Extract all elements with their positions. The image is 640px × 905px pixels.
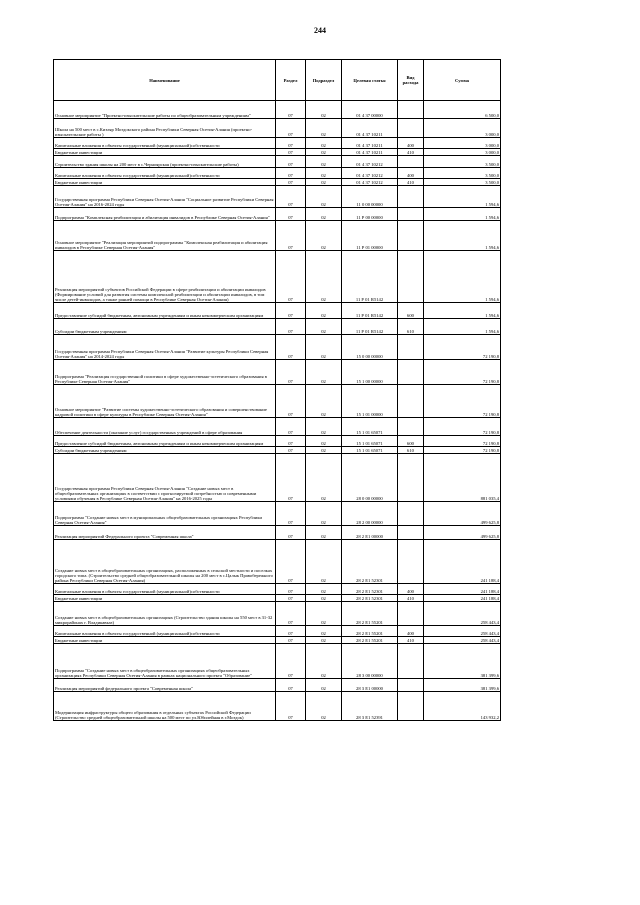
row-amount-cell: 1 594,6 bbox=[424, 186, 501, 208]
row-subsection-cell: 02 bbox=[306, 626, 342, 637]
row-section-cell: 07 bbox=[276, 584, 306, 595]
row-target-item-cell: 28 3 E1 52391 bbox=[342, 692, 398, 721]
row-name-cell: Подпрограмма "Создание новых мест в общеобразовательных организациях общеобразовательных организациях Республики Северная Осетия-Алания в рамках национального проекта "Образование" bbox=[54, 644, 276, 679]
row-section-cell: 07 bbox=[276, 360, 306, 385]
table-row bbox=[54, 208, 501, 221]
row-expense-type-cell: 400 bbox=[398, 584, 424, 595]
row-subsection-cell: 02 bbox=[306, 119, 342, 138]
row-subsection-cell: 02 bbox=[306, 156, 342, 168]
table-row bbox=[54, 454, 501, 502]
row-amount-cell: 381 399,6 bbox=[424, 644, 501, 679]
row-name-cell: Реализация мероприятий субъектов Российской Федерации в сфере реабилитации и абилитации инвалидов (Формирование условий для развития системы комплексной реабилитации и абилитации инвалидов, в том числе детей-инвалидов, а также ранней помощи в Республике Северная Осетия-Алания) bbox=[54, 251, 276, 303]
row-name-cell: Капитальные вложения в объекты государственной (муниципальной)собственности bbox=[54, 626, 276, 637]
row-section-cell: 07 bbox=[276, 319, 306, 335]
row-target-item-cell: 15 1 00 00000 bbox=[342, 360, 398, 385]
row-expense-type-cell: 400 bbox=[398, 626, 424, 637]
row-expense-type-cell: 410 bbox=[398, 179, 424, 186]
table-row bbox=[54, 335, 501, 360]
row-subsection-cell: 02 bbox=[306, 540, 342, 584]
row-expense-type-cell bbox=[398, 385, 424, 418]
header-section: Раздел bbox=[276, 60, 306, 101]
row-section-cell: 07 bbox=[276, 447, 306, 454]
row-subsection-cell: 02 bbox=[306, 179, 342, 186]
table-body bbox=[54, 101, 501, 721]
row-target-item-cell: 28 2 E1 52301 bbox=[342, 540, 398, 584]
row-name-cell: Подпрограмма "Реализация государственной политики в сфере художественно-эстетического образования в Республике Северная Осетия-Алания" bbox=[54, 360, 276, 385]
row-section-cell: 07 bbox=[276, 385, 306, 418]
row-target-item-cell: 15 1 01 00000 bbox=[342, 385, 398, 418]
row-expense-type-cell bbox=[398, 156, 424, 168]
row-amount-cell: 3 000,0 bbox=[424, 149, 501, 156]
row-expense-type-cell bbox=[398, 221, 424, 251]
row-section-cell: 07 bbox=[276, 101, 306, 119]
row-section-cell: 07 bbox=[276, 149, 306, 156]
row-section-cell: 07 bbox=[276, 168, 306, 179]
row-amount-cell: 241 188,4 bbox=[424, 540, 501, 584]
row-amount-cell: 258 443,4 bbox=[424, 637, 501, 644]
row-amount-cell: 499 625,8 bbox=[424, 502, 501, 526]
row-expense-type-cell bbox=[398, 540, 424, 584]
row-name-cell: Капитальные вложения в объекты государственной (муниципальной)собственности bbox=[54, 138, 276, 149]
row-section-cell: 07 bbox=[276, 418, 306, 436]
table-row bbox=[54, 679, 501, 692]
row-section-cell: 07 bbox=[276, 436, 306, 447]
row-expense-type-cell bbox=[398, 119, 424, 138]
row-name-cell: Бюджетные инвестиции bbox=[54, 637, 276, 644]
table-row bbox=[54, 360, 501, 385]
row-subsection-cell: 02 bbox=[306, 692, 342, 721]
row-section-cell: 07 bbox=[276, 692, 306, 721]
row-target-item-cell: 11 Р 01 R5142 bbox=[342, 251, 398, 303]
row-expense-type-cell: 410 bbox=[398, 637, 424, 644]
row-section-cell: 07 bbox=[276, 251, 306, 303]
row-amount-cell: 3 500,0 bbox=[424, 156, 501, 168]
row-name-cell: Государственная программа Республики Северная Осетия-Алания "Социальное развитие Республики Северная Осетия-Алания" на 2016-2024 годы bbox=[54, 186, 276, 208]
row-amount-cell: 241 188,4 bbox=[424, 584, 501, 595]
row-amount-cell: 3 000,0 bbox=[424, 119, 501, 138]
row-name-cell: Капитальные вложения в объекты государственной (муниципальной)собственности bbox=[54, 584, 276, 595]
row-name-cell: Государственная программа Республики Северная Осетия-Алания "Развитие культуры Республики Северная Осетия-Алания" на 2014-2024 годы bbox=[54, 335, 276, 360]
row-subsection-cell: 02 bbox=[306, 418, 342, 436]
row-amount-cell: 499 625,8 bbox=[424, 526, 501, 540]
table-row bbox=[54, 385, 501, 418]
row-subsection-cell: 02 bbox=[306, 385, 342, 418]
table-row bbox=[54, 221, 501, 251]
table-row bbox=[54, 436, 501, 447]
table-row bbox=[54, 303, 501, 319]
row-expense-type-cell bbox=[398, 418, 424, 436]
row-name-cell: Модернизация инфраструктуры общего образования в отдельных субъектах Российской Федерации (Строительство средней общеобразовательной школы на 500 мест по ул.Юбилейная в г.Моздок) bbox=[54, 692, 276, 721]
row-subsection-cell: 02 bbox=[306, 251, 342, 303]
row-section-cell: 07 bbox=[276, 186, 306, 208]
row-subsection-cell: 02 bbox=[306, 584, 342, 595]
row-amount-cell: 3 000,0 bbox=[424, 138, 501, 149]
table-row bbox=[54, 186, 501, 208]
row-target-item-cell: 28 3 E1 00000 bbox=[342, 679, 398, 692]
table-row bbox=[54, 584, 501, 595]
table-row bbox=[54, 119, 501, 138]
row-subsection-cell: 02 bbox=[306, 360, 342, 385]
table-row bbox=[54, 502, 501, 526]
row-subsection-cell: 02 bbox=[306, 149, 342, 156]
row-amount-cell: 1 594,6 bbox=[424, 208, 501, 221]
table-row bbox=[54, 138, 501, 149]
header-subsection: Подраздел bbox=[306, 60, 342, 101]
row-section-cell: 07 bbox=[276, 179, 306, 186]
row-name-cell: Создание новых мест в общеобразовательных организациях (Строительство здания школы на 550 мест в 31-32 микрорайонах г. Владикавказ) bbox=[54, 602, 276, 626]
row-expense-type-cell bbox=[398, 454, 424, 502]
row-section-cell: 07 bbox=[276, 335, 306, 360]
row-subsection-cell: 02 bbox=[306, 679, 342, 692]
row-subsection-cell: 02 bbox=[306, 436, 342, 447]
row-subsection-cell: 02 bbox=[306, 526, 342, 540]
row-amount-cell: 72 190,8 bbox=[424, 436, 501, 447]
row-amount-cell: 3 500,0 bbox=[424, 179, 501, 186]
row-amount-cell: 881 035,4 bbox=[424, 454, 501, 502]
row-target-item-cell: 01 4 37 10211 bbox=[342, 138, 398, 149]
row-section-cell: 07 bbox=[276, 208, 306, 221]
row-subsection-cell: 02 bbox=[306, 602, 342, 626]
row-expense-type-cell bbox=[398, 679, 424, 692]
table-row bbox=[54, 692, 501, 721]
row-name-cell: Реализация мероприятий Федерального проекта "Современная школа" bbox=[54, 526, 276, 540]
row-name-cell: Капитальные вложения в объекты государственной (муниципальной)собственности bbox=[54, 168, 276, 179]
row-name-cell: Основное мероприятие "Развитие системы художественно-эстетического образования и совершенствование кадровой политики в сфере культуры в Республике Северная Осетия-Алания" bbox=[54, 385, 276, 418]
table-row bbox=[54, 637, 501, 644]
row-expense-type-cell bbox=[398, 208, 424, 221]
table-row bbox=[54, 447, 501, 454]
row-target-item-cell: 28 2 00 00000 bbox=[342, 502, 398, 526]
row-section-cell: 07 bbox=[276, 454, 306, 502]
row-expense-type-cell: 400 bbox=[398, 138, 424, 149]
row-name-cell: Бюджетные инвестиции bbox=[54, 149, 276, 156]
row-subsection-cell: 02 bbox=[306, 138, 342, 149]
row-name-cell: Реализация мероприятий федерального проекта "Современная школа" bbox=[54, 679, 276, 692]
row-target-item-cell: 28 2 E1 00000 bbox=[342, 526, 398, 540]
row-amount-cell: 241 188,4 bbox=[424, 595, 501, 602]
row-section-cell: 07 bbox=[276, 303, 306, 319]
row-expense-type-cell: 410 bbox=[398, 595, 424, 602]
row-expense-type-cell bbox=[398, 644, 424, 679]
row-subsection-cell: 02 bbox=[306, 454, 342, 502]
table-row bbox=[54, 540, 501, 584]
row-name-cell: Предоставление субсидий бюджетным, автономным учреждениям и иным некоммерческим организациям bbox=[54, 436, 276, 447]
row-target-item-cell: 01 4 37 10212 bbox=[342, 179, 398, 186]
row-target-item-cell: 01 4 37 10211 bbox=[342, 119, 398, 138]
header-amount: Сумма bbox=[424, 60, 501, 101]
row-name-cell: Школа на 500 мест в с.Кизляр Моздокского района Республики Северная Осетия-Алания (проектно-изыскательские работы ) bbox=[54, 119, 276, 138]
row-section-cell: 07 bbox=[276, 138, 306, 149]
row-amount-cell: 1 594,6 bbox=[424, 319, 501, 335]
row-subsection-cell: 02 bbox=[306, 502, 342, 526]
table-row bbox=[54, 101, 501, 119]
row-amount-cell: 1 594,6 bbox=[424, 221, 501, 251]
row-target-item-cell: 15 1 01 65071 bbox=[342, 447, 398, 454]
row-section-cell: 07 bbox=[276, 502, 306, 526]
row-target-item-cell: 01 4 37 10212 bbox=[342, 168, 398, 179]
row-section-cell: 07 bbox=[276, 221, 306, 251]
row-expense-type-cell bbox=[398, 360, 424, 385]
row-target-item-cell: 11 Р 01 R5142 bbox=[342, 319, 398, 335]
table-row bbox=[54, 149, 501, 156]
row-name-cell: Государственная программа Республики Северная Осетия-Алания "Создание новых мест в общеобразовательных организациях в соответствии с прогнозируемой потребностью и современными условиями обучения в Республике Северная Осетия-Алания" на 2016-2025 годы bbox=[54, 454, 276, 502]
header-target-item: Целевая статья bbox=[342, 60, 398, 101]
row-subsection-cell: 02 bbox=[306, 447, 342, 454]
row-subsection-cell: 02 bbox=[306, 637, 342, 644]
row-expense-type-cell bbox=[398, 602, 424, 626]
row-expense-type-cell bbox=[398, 186, 424, 208]
table-row bbox=[54, 179, 501, 186]
row-name-cell: Субсидии бюджетным учреждениям bbox=[54, 447, 276, 454]
row-section-cell: 07 bbox=[276, 540, 306, 584]
row-amount-cell: 258 443,4 bbox=[424, 602, 501, 626]
row-target-item-cell: 11 Р 00 00000 bbox=[342, 208, 398, 221]
table-row bbox=[54, 644, 501, 679]
row-target-item-cell: 28 3 00 00000 bbox=[342, 644, 398, 679]
header-expense-type: Вид расхода bbox=[398, 60, 424, 101]
row-name-cell: Бюджетные инвестиции bbox=[54, 595, 276, 602]
row-target-item-cell: 01 4 37 10212 bbox=[342, 156, 398, 168]
row-expense-type-cell: 610 bbox=[398, 319, 424, 335]
row-target-item-cell: 28 0 00 00000 bbox=[342, 454, 398, 502]
row-amount-cell: 381 399,6 bbox=[424, 679, 501, 692]
row-amount-cell: 1 594,6 bbox=[424, 303, 501, 319]
table-row bbox=[54, 319, 501, 335]
row-name-cell: Бюджетные инвестиции bbox=[54, 179, 276, 186]
table-row bbox=[54, 526, 501, 540]
row-section-cell: 07 bbox=[276, 644, 306, 679]
row-subsection-cell: 02 bbox=[306, 644, 342, 679]
row-target-item-cell: 11 0 00 00000 bbox=[342, 186, 398, 208]
row-amount-cell: 258 443,4 bbox=[424, 626, 501, 637]
row-expense-type-cell bbox=[398, 101, 424, 119]
row-name-cell: Подпрограмма "Комплексная реабилитация и абилитация инвалидов в Республике Северная Осетия-Алания" bbox=[54, 208, 276, 221]
row-target-item-cell: 11 Р 01 00000 bbox=[342, 221, 398, 251]
row-target-item-cell: 28 2 E1 52301 bbox=[342, 584, 398, 595]
row-subsection-cell: 02 bbox=[306, 101, 342, 119]
row-amount-cell: 6 500,0 bbox=[424, 101, 501, 119]
row-section-cell: 07 bbox=[276, 526, 306, 540]
row-section-cell: 07 bbox=[276, 626, 306, 637]
row-expense-type-cell: 600 bbox=[398, 436, 424, 447]
row-subsection-cell: 02 bbox=[306, 208, 342, 221]
budget-table bbox=[53, 59, 501, 721]
row-name-cell: Строительство здания школы на 200 мест в с.Черноярская (проектно-изыскательские работы) bbox=[54, 156, 276, 168]
table-row bbox=[54, 595, 501, 602]
row-amount-cell: 72 190,8 bbox=[424, 385, 501, 418]
row-section-cell: 07 bbox=[276, 156, 306, 168]
row-target-item-cell: 28 2 E1 55201 bbox=[342, 626, 398, 637]
row-name-cell: Обеспечение деятельности (оказание услуг) государственных учреждений в сфере образования bbox=[54, 418, 276, 436]
row-expense-type-cell bbox=[398, 692, 424, 721]
page-number: 244 bbox=[314, 26, 326, 35]
row-name-cell: Основное мероприятие "Проектно-изыскательские работы по общеобразовательным учреждениям" bbox=[54, 101, 276, 119]
table-row bbox=[54, 626, 501, 637]
row-target-item-cell: 15 0 00 00000 bbox=[342, 335, 398, 360]
row-expense-type-cell: 410 bbox=[398, 149, 424, 156]
row-name-cell: Подпрограмма "Создание новых мест в муниципальных общеобразовательных организациях Республики Северная Осетия-Алания" bbox=[54, 502, 276, 526]
table-row bbox=[54, 251, 501, 303]
row-target-item-cell: 28 2 E1 55201 bbox=[342, 637, 398, 644]
row-section-cell: 07 bbox=[276, 595, 306, 602]
row-target-item-cell: 28 2 E1 55201 bbox=[342, 602, 398, 626]
row-name-cell: Создание новых мест в общеобразовательных организациях, расположенных в сельской местности и поселках городского типа. (Строительство средней общеобразовательной школы на 200 мест в с.Цалык Правобережного района Республики Северная Осетия-Алания) bbox=[54, 540, 276, 584]
header-name: Наименование bbox=[54, 60, 276, 101]
row-name-cell: Предоставление субсидий бюджетным, автономным учреждениям и иным некоммерческим организациям bbox=[54, 303, 276, 319]
table-row bbox=[54, 418, 501, 436]
row-target-item-cell: 01 4 37 10211 bbox=[342, 149, 398, 156]
row-subsection-cell: 02 bbox=[306, 168, 342, 179]
row-target-item-cell: 15 1 01 65071 bbox=[342, 418, 398, 436]
row-name-cell: Основное мероприятие "Реализация мероприятий подпрограммы "Комплексная реабилитация и абилитация инвалидов в Республике Северная Осетия-Алания" bbox=[54, 221, 276, 251]
row-subsection-cell: 02 bbox=[306, 595, 342, 602]
row-amount-cell: 1 594,6 bbox=[424, 251, 501, 303]
row-subsection-cell: 02 bbox=[306, 186, 342, 208]
row-subsection-cell: 02 bbox=[306, 335, 342, 360]
row-amount-cell: 143 932,2 bbox=[424, 692, 501, 721]
row-subsection-cell: 02 bbox=[306, 221, 342, 251]
row-expense-type-cell bbox=[398, 526, 424, 540]
row-expense-type-cell: 610 bbox=[398, 447, 424, 454]
row-amount-cell: 72 190,8 bbox=[424, 335, 501, 360]
row-expense-type-cell bbox=[398, 251, 424, 303]
row-expense-type-cell: 400 bbox=[398, 168, 424, 179]
row-expense-type-cell bbox=[398, 502, 424, 526]
row-amount-cell: 72 190,8 bbox=[424, 447, 501, 454]
row-expense-type-cell: 600 bbox=[398, 303, 424, 319]
row-name-cell: Субсидии бюджетным учреждениям bbox=[54, 319, 276, 335]
row-subsection-cell: 02 bbox=[306, 303, 342, 319]
table-row bbox=[54, 168, 501, 179]
row-section-cell: 07 bbox=[276, 637, 306, 644]
row-section-cell: 07 bbox=[276, 602, 306, 626]
row-section-cell: 07 bbox=[276, 119, 306, 138]
row-section-cell: 07 bbox=[276, 679, 306, 692]
row-target-item-cell: 01 4 37 00000 bbox=[342, 101, 398, 119]
table-header-row bbox=[54, 60, 501, 101]
row-amount-cell: 3 500,0 bbox=[424, 168, 501, 179]
table-row bbox=[54, 602, 501, 626]
row-subsection-cell: 02 bbox=[306, 319, 342, 335]
row-amount-cell: 72 190,8 bbox=[424, 418, 501, 436]
row-target-item-cell: 11 Р 01 R5142 bbox=[342, 303, 398, 319]
row-amount-cell: 72 190,8 bbox=[424, 360, 501, 385]
row-expense-type-cell bbox=[398, 335, 424, 360]
table-row bbox=[54, 156, 501, 168]
row-target-item-cell: 28 2 E1 52301 bbox=[342, 595, 398, 602]
row-target-item-cell: 15 1 01 65071 bbox=[342, 436, 398, 447]
